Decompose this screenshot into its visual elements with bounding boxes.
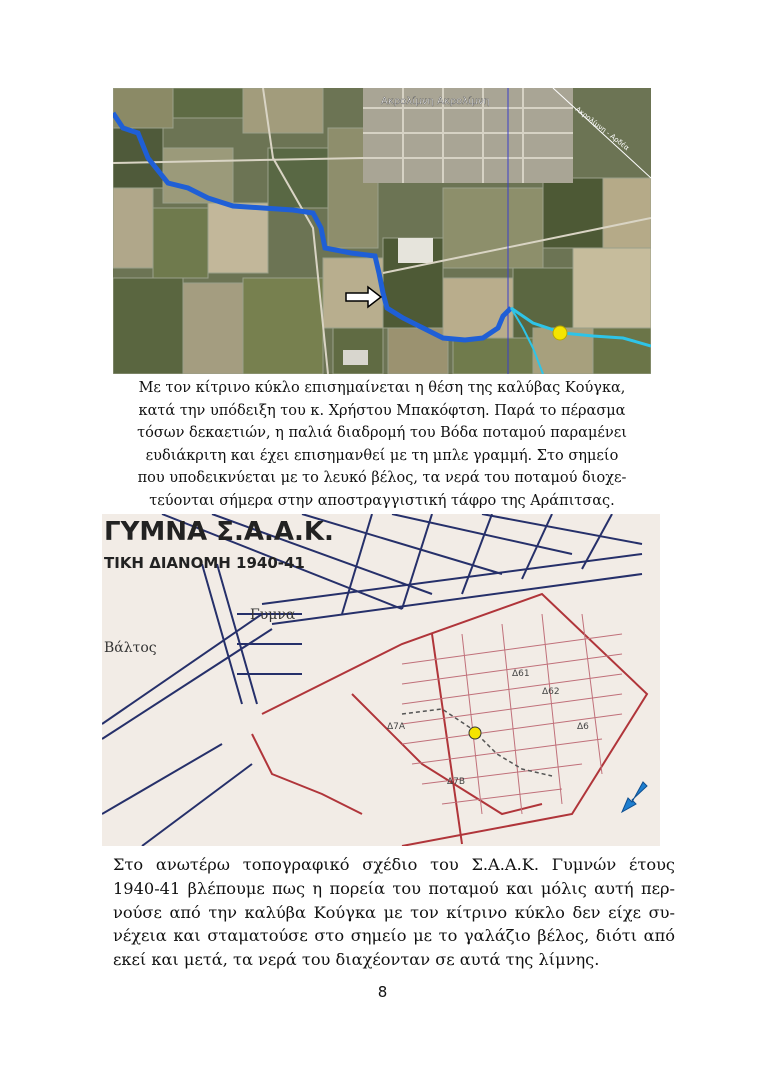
caption-line: ευδιάκριτη και έχει επισημανθεί με τη μπλε γραμμή. Στο σημείο <box>145 447 619 464</box>
map-lot-label: Δ62 <box>542 687 560 697</box>
hut-location-marker <box>553 326 567 340</box>
map-label-gymna: Γυμνα <box>250 607 296 623</box>
map-title: ΓΥΜΝΑ Σ.Α.Α.Κ. <box>104 517 334 547</box>
paragraph-line: Στο ανωτέρω τοπογραφικό σχέδιο του Σ.Α.Α.Κ. Γυμνών έτους <box>113 855 675 874</box>
paragraph-line: εκεί και μετά, τα νερά του διαχέονταν σε αυτά της λίμνης. <box>113 950 600 970</box>
map-lot-label: Δ7Α <box>387 722 406 732</box>
map-label-valtos: Βάλτος <box>104 640 157 656</box>
body-paragraph <box>113 853 675 972</box>
caption-line: Με τον κίτρινο κύκλο επισημαίνεται η θέση της καλύβας Κούγκα, <box>138 380 626 396</box>
paragraph-line: νέχεια και σταματούσε στο σημείο με το γαλάζιο βέλος, διότι από <box>113 926 675 946</box>
caption-line: που υποδεικνύεται με το λευκό βέλος, τα νερά του ποταμού διοχε- <box>137 470 627 486</box>
map-lot-label: Δ61 <box>512 669 530 679</box>
map-hut-marker <box>469 727 481 739</box>
village-label: Ακρολίμνη Ακρολίμνη <box>381 96 490 107</box>
paragraph-line: 1940-41 βλέπουμε πως η πορεία του ποταμού και μόλις αυτή περ- <box>113 878 675 898</box>
road-label: Ακρολίμνη - Αρδέα <box>573 105 631 153</box>
paragraph-line: νούσε από την καλύβα Κούγκα με τον κίτρινο κύκλο δεν είχε συ- <box>113 902 675 922</box>
topographic-map-image <box>102 514 660 846</box>
map-subtitle: ΤΙΚΗ ΔΙΑΝΟΜΗ 1940-41 <box>104 554 305 572</box>
caption-line: τόσων δεκαετιών, η παλιά διαδρομή του Βόδα ποταμού παραμένει <box>137 425 627 441</box>
caption-line: τεύονται σήμερα στην αποστραγγιστική τάφρο της Αράπιτσας. <box>149 492 615 509</box>
map-lot-label: Δ6 <box>577 722 589 732</box>
caption-line: κατά την υπόδειξη του κ. Χρήστου Μπακόφτση. Παρά το πέρασμα <box>138 402 626 419</box>
satellite-map-image <box>113 88 651 374</box>
page-number: 8 <box>377 983 388 1001</box>
figure-caption <box>113 377 651 512</box>
map-lot-label: Δ7Β <box>447 777 466 787</box>
